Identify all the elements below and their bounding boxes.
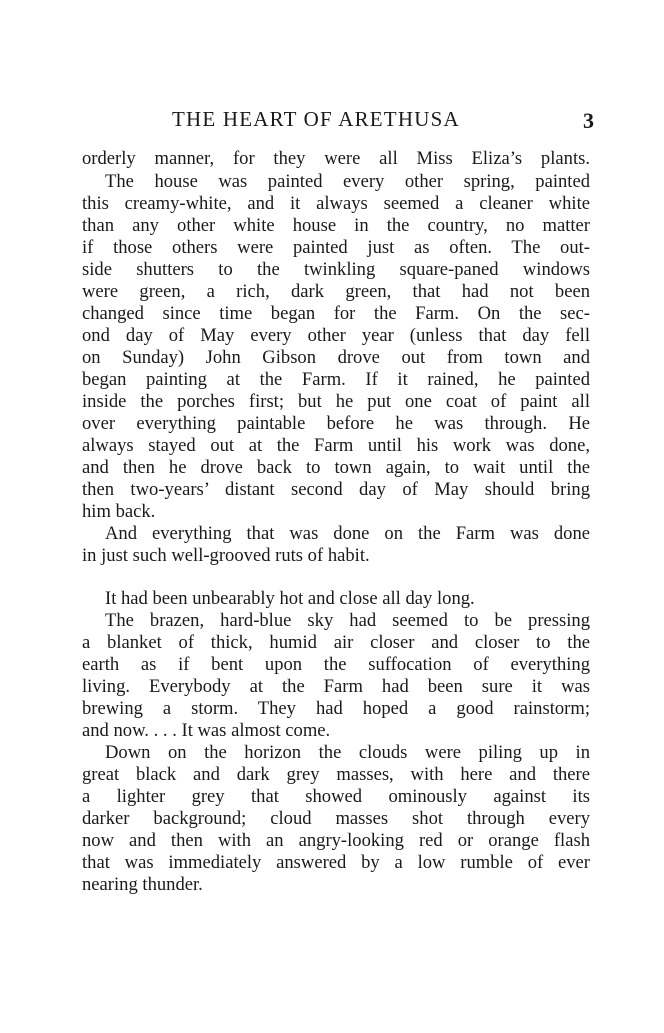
running-title: THE HEART OF ARETHUSA [172,107,460,131]
text-line: The brazen, hard-blue sky had seemed to be pressing [105,610,590,631]
text-line: always stayed out at the Farm until his work was done, [82,435,590,456]
text-line: a blanket of thick, humid air closer and closer to the [82,632,590,653]
text-line: then two-years’ distant second day of May should bring [82,479,590,500]
text-line: darker background; cloud masses shot through every [82,808,590,829]
text-line: this creamy-white, and it always seemed a cleaner white [82,193,590,214]
text-line: And everything that was done on the Farm was done [105,523,590,544]
text-line: on Sunday) John Gibson drove out from town and [82,347,590,368]
text-line: orderly manner, for they were all Miss Eliza’s plants. [82,148,590,169]
text-line: in just such well-grooved ruts of habit. [82,545,370,566]
text-line: great black and dark grey masses, with here and there [82,764,590,785]
text-line: ond day of May every other year (unless that day fell [82,325,590,346]
text-line: The house was painted every other spring, painted [105,171,590,192]
text-line: if those others were painted just as often. The out- [82,237,590,258]
text-line: nearing thunder. [82,874,203,895]
text-line: now and then with an angry-looking red or orange flash [82,830,590,851]
text-line: Down on the horizon the clouds were piling up in [105,742,590,763]
text-line: him back. [82,501,156,522]
page-number: 3 [583,108,594,133]
text-line: changed since time began for the Farm. On the sec- [82,303,590,324]
text-line: inside the porches first; but he put one coat of paint all [82,391,590,412]
text-line: were green, a rich, dark green, that had not been [82,281,590,302]
text-line: earth as if bent upon the suffocation of everything [82,654,590,675]
text-line: began painting at the Farm. If it rained, he painted [82,369,590,390]
text-line: a lighter grey that showed ominously against its [82,786,590,807]
text-line: and now. . . . It was almost come. [82,720,331,741]
running-head [82,104,594,134]
text-line: and then he drove back to town again, to wait until the [82,457,590,478]
text-line: side shutters to the twinkling square-paned windows [82,259,590,280]
text-line: over everything paintable before he was through. He [82,413,590,434]
text-line: than any other white house in the country, no matter [82,215,590,236]
text-line: brewing a storm. They had hoped a good rainstorm; [82,698,590,719]
text-line: living. Everybody at the Farm had been sure it was [82,676,590,697]
text-line: It had been unbearably hot and close all day long. [105,588,475,609]
text-line: that was immediately answered by a low rumble of ever [82,852,590,873]
